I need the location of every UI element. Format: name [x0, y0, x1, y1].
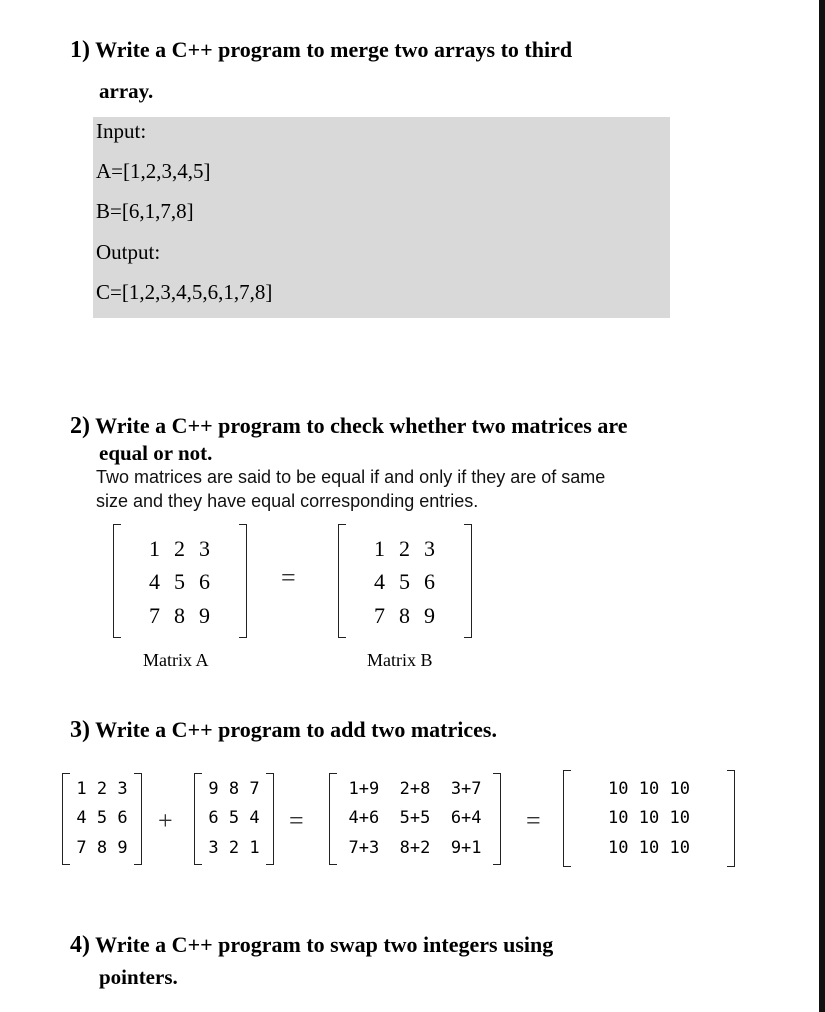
- q2-desc-line1: Two matrices are said to be equal if and only if they are of same: [96, 467, 606, 487]
- matrix-result-row: 10 10 10: [608, 808, 690, 828]
- equals-sign: =: [526, 806, 541, 835]
- matrix-2-row: 9 8 7: [208, 779, 260, 799]
- q4-title-line2: pointers.: [99, 965, 178, 989]
- q1-title-line1: Write a C++ program to merge two arrays to third: [95, 37, 573, 62]
- matrix-result-row: 10 10 10: [608, 779, 690, 799]
- matrix-1-row: 4 5 6: [76, 808, 128, 828]
- q1-array-b: B=[6,1,7,8]: [96, 199, 194, 223]
- q3-title-text: Write a C++ program to add two matrices.: [95, 717, 497, 742]
- q2-desc-line2: size and they have equal corresponding entries.: [96, 491, 479, 511]
- q1-input-label: Input:: [96, 119, 147, 143]
- matrix-sum-expr-row: 4+6 5+5 6+4: [348, 808, 482, 828]
- q4-title: [70, 932, 553, 959]
- q1-number: 1): [70, 37, 90, 63]
- q1-array-c: C=[1,2,3,4,5,6,1,7,8]: [96, 280, 273, 304]
- matrix-b-row: 7 8 9: [374, 603, 436, 628]
- q1-title: [70, 37, 572, 64]
- matrix-b: [338, 524, 472, 638]
- matrix-2: [194, 773, 274, 865]
- matrix-1-row: 7 8 9: [76, 838, 128, 858]
- equals-sign: =: [281, 563, 296, 592]
- caption-matrix-a: Matrix A: [143, 650, 209, 670]
- matrix-a-row: 4 5 6: [149, 569, 211, 594]
- plus-sign: +: [158, 806, 173, 835]
- q1-output-label: Output:: [96, 240, 161, 264]
- matrix-a-row: 7 8 9: [149, 603, 211, 628]
- matrix-sum-expr: [329, 773, 501, 865]
- q2-title-line2: equal or not.: [99, 441, 213, 465]
- q1-title-line2: array.: [99, 79, 154, 103]
- caption-matrix-b: Matrix B: [367, 650, 433, 670]
- q2-number: 2): [70, 413, 90, 439]
- q2-title: [70, 413, 627, 440]
- q1-array-a: A=[1,2,3,4,5]: [96, 159, 211, 183]
- q3-title: [70, 717, 497, 744]
- q4-number: 4): [70, 932, 90, 958]
- page-right-edge: [819, 0, 825, 1012]
- matrix-b-row: 1 2 3: [374, 536, 436, 561]
- q3-number: 3): [70, 717, 90, 743]
- matrix-1-row: 1 2 3: [76, 779, 128, 799]
- matrix-2-row: 3 2 1: [208, 838, 260, 858]
- q2-title-line1: Write a C++ program to check whether two matrices are: [95, 413, 628, 438]
- matrix-1: [62, 773, 142, 865]
- q4-title-line1: Write a C++ program to swap two integers using: [95, 932, 554, 957]
- matrix-b-row: 4 5 6: [374, 569, 436, 594]
- matrix-2-row: 6 5 4: [208, 808, 260, 828]
- matrix-a-row: 1 2 3: [149, 536, 211, 561]
- matrix-sum-expr-row: 1+9 2+8 3+7: [348, 779, 482, 799]
- matrix-result-row: 10 10 10: [608, 838, 690, 858]
- matrix-sum-expr-row: 7+3 8+2 9+1: [348, 838, 482, 858]
- matrix-a: [113, 524, 247, 638]
- equals-sign: =: [289, 806, 304, 835]
- matrix-result: [563, 770, 735, 867]
